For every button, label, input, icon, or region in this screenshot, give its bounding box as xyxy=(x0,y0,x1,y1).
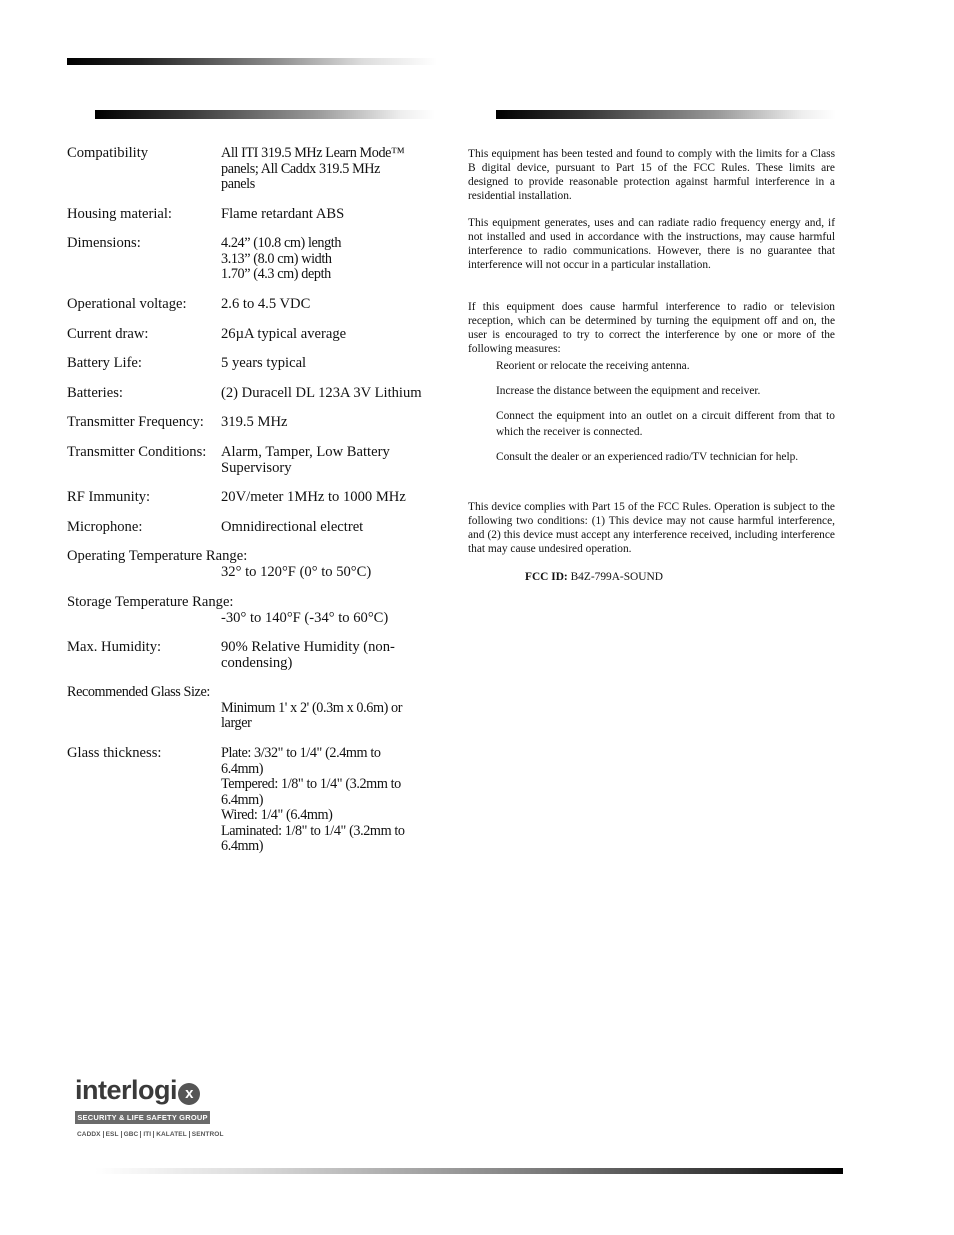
fcc-id xyxy=(525,570,663,584)
spec-label: RF Immunity: xyxy=(67,489,151,505)
spec-value: Flame retardant ABS xyxy=(221,206,345,222)
fcc-paragraph: If this equipment does cause harmful interference to radio or television reception, which can be determined by turning the equipment off and on, the user is encouraged to try to correct the interference by one or more of the following measures: xyxy=(468,301,835,355)
fcc-paragraph: This device complies with Part 15 of the FCC Rules. Operation is subject to the following two conditions: (1) This device may not cause harmful interference, and (2) this device must accept any interference received, including interference that may cause undesired operation. xyxy=(468,501,835,555)
brand-name: GBC xyxy=(122,1131,142,1138)
spec-label: Compatibility xyxy=(67,145,149,161)
fcc-id-label: FCC ID: xyxy=(525,571,568,583)
spec-value: (2) Duracell DL 123A 3V Lithium xyxy=(221,385,422,401)
brand-name: ESL xyxy=(104,1131,122,1138)
spec-label: Housing material: xyxy=(67,206,172,222)
fcc-paragraph: This equipment generates, uses and can radiate radio frequency energy and, if not installed and used in accordance with the instructions, may cause harmful interference to radio communications. However, there is no guarantee that interference will not occur in a particular installation. xyxy=(468,217,835,271)
spec-label: Batteries: xyxy=(67,385,123,401)
interlogix-logo xyxy=(75,1074,225,1146)
logo-tagline: SECURITY & LIFE SAFETY GROUP xyxy=(75,1111,210,1124)
logo-x-mark-icon: x xyxy=(178,1083,200,1105)
spec-value: 26µA typical average xyxy=(221,326,347,342)
spec-label: Glass thickness: xyxy=(67,745,162,761)
logo-brand-list xyxy=(75,1131,225,1138)
spec-label: Recommended Glass Size: xyxy=(67,684,210,700)
spec-value: Alarm, Tamper, Low Battery Supervisory xyxy=(221,444,390,476)
spec-label: Transmitter Conditions: xyxy=(67,444,207,460)
fcc-heading-bar xyxy=(496,110,836,119)
spec-value: -30° to 140°F (-34° to 60°C) xyxy=(221,609,389,626)
spec-value: 2.6 to 4.5 VDC xyxy=(221,296,311,312)
specifications-heading-bar xyxy=(95,110,435,119)
fcc-measure-item: Consult the dealer or an experienced radio/TV technician for help. xyxy=(496,451,799,463)
fcc-measure-item: Connect the equipment into an outlet on a circuit different from that to which the receiver is connected. xyxy=(496,410,835,438)
spec-label: Operating Temperature Range: xyxy=(67,548,248,564)
spec-value: Omnidirectional electret xyxy=(221,519,364,535)
footer-gradient-bar xyxy=(95,1168,843,1174)
spec-label: Storage Temperature Range: xyxy=(67,594,234,610)
spec-value: 20V/meter 1MHz to 1000 MHz xyxy=(221,489,406,505)
spec-value: All ITI 319.5 MHz Learn Mode™ panels; All Caddx 319.5 MHz panels xyxy=(221,145,405,192)
header-gradient-bar xyxy=(67,58,437,65)
spec-value: Plate: 3/32" to 1/4" (2.4mm to 6.4mm) Tempered: 1/8" to 1/4" (3.2mm to 6.4mm) Wired: 1/4" (6.4mm) Laminated: 1/8" to 1/4" (3.2mm to 6.4mm) xyxy=(221,745,405,854)
logo-wordmark: interlogi x xyxy=(75,1074,200,1106)
fcc-measure-item: Increase the distance between the equipment and receiver. xyxy=(496,385,761,397)
spec-label: Max. Humidity: xyxy=(67,639,162,655)
spec-label: Battery Life: xyxy=(67,355,142,371)
fcc-measure-item: Reorient or relocate the receiving antenna. xyxy=(496,360,690,372)
fcc-id-value: B4Z-799A-SOUND xyxy=(570,571,663,583)
spec-value: 5 years typical xyxy=(221,355,307,371)
spec-label: Operational voltage: xyxy=(67,296,187,312)
fcc-paragraph: This equipment has been tested and found to comply with the limits for a Class B digital device, pursuant to Part 15 of the FCC Rules. These limits are designed to provide reasonable protection against harmful interference in a residential installation. xyxy=(468,148,835,202)
spec-value: 319.5 MHz xyxy=(221,414,288,430)
spec-label: Dimensions: xyxy=(67,235,141,251)
spec-label: Current draw: xyxy=(67,326,149,342)
spec-value: 32° to 120°F (0° to 50°C) xyxy=(221,563,372,580)
spec-value: 4.24” (10.8 cm) length 3.13” (8.0 cm) width 1.70” (4.3 cm) depth xyxy=(221,235,342,282)
brand-name: SENTROL xyxy=(191,1131,224,1138)
spec-label: Transmitter Frequency: xyxy=(67,414,204,430)
brand-name: KALATEL xyxy=(154,1131,190,1138)
spec-value: 90% Relative Humidity (non- condensing) xyxy=(221,639,395,671)
spec-label: Microphone: xyxy=(67,519,143,535)
brand-name: CADDX xyxy=(75,1131,104,1138)
brand-name: ITI xyxy=(141,1131,154,1138)
spec-value: Minimum 1' x 2' (0.3m x 0.6m) or larger xyxy=(221,699,403,731)
